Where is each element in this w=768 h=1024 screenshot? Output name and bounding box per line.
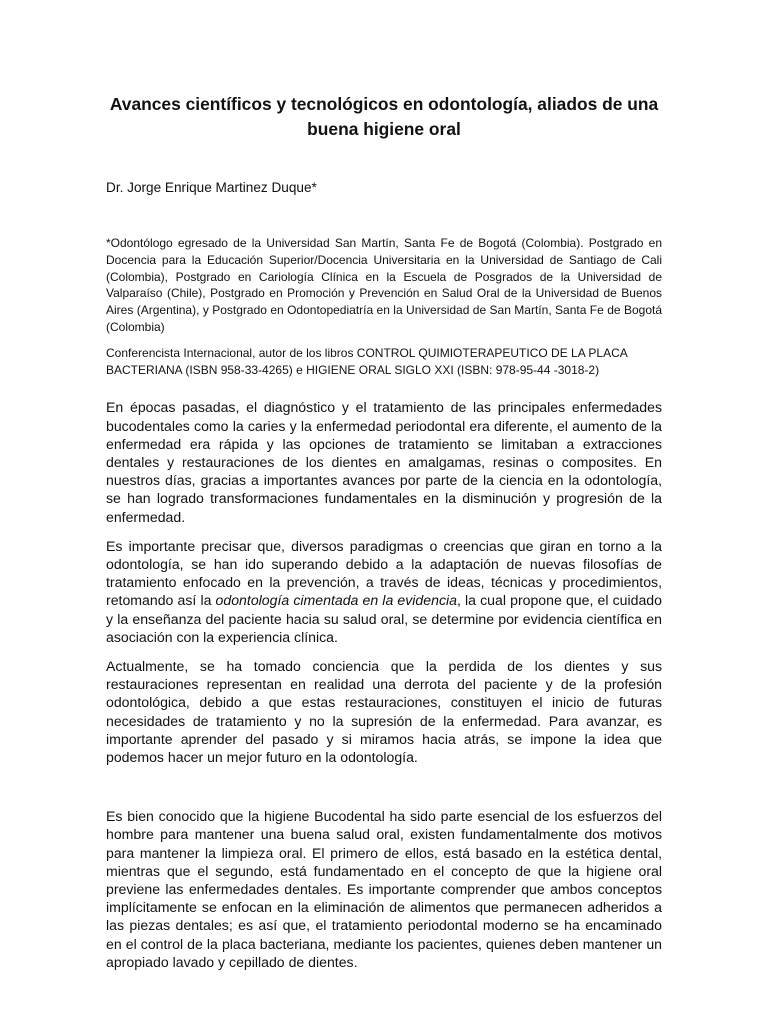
paragraph-2-text-start: Es importante precisar que, diversos paradigmas o creencias que giran en torno a la odontología, se han ido superando debido a la adaptación de nuevas filosofías de tratamiento enfocado en la prevención, a través de ideas, técnicas y procedimientos, retomando así la <box>106 537 662 609</box>
paragraph-2-emphasis: odontología cimentada en la evidencia <box>215 592 457 609</box>
document-title: Avances científicos y tecnológicos en odontología, aliados de una buena higiene oral <box>109 94 659 139</box>
body-paragraph-3: Actualmente, se ha tomado conciencia que la perdida de los dientes y sus restauraciones representan en realidad una derrota del paciente y de la profesión odontológica, debido a que estas restauraciones, constituyen el inicio de futuras necesidades de tratamiento y no la supresión de la enfermedad. Para avanzar, es importante aprender del pasado y si miramos hacia atrás, se impone la idea que podemos hacer un mejor futuro en la odontología. <box>106 658 662 766</box>
body-paragraph-4: Es bien conocido que la higiene Bucodental ha sido parte esencial de los esfuerzos del hombre para mantener una buena salud oral, existen fundamentalmente dos motivos para mantener la limpieza oral. El primero de ellos, está basado en la estética dental, mientras que el segundo, está fundamentado en el concepto de que la higiene oral previene las enfermedades dentales. Es importante comprender que ambos conceptos implícitamente se enfocan en la eliminación de alimentos que permanecen adheridos a las piezas dentales; es así que, el tratamiento periodontal moderno se ha encaminado en el control de la placa bacteriana, mediante los pacientes, quienes deben mantener un apropiado lavado y cepillado de dientes. <box>106 808 662 970</box>
paragraph-2-text-end: , la cual propone que, el cuidado y la enseñanza del paciente hacia su salud oral, se determine por evidencia científica en asociación con la experiencia clínica. <box>106 592 662 645</box>
body-paragraph-2 <box>106 537 662 646</box>
author-publications: Conferencista Internacional, autor de los libros CONTROL QUIMIOTERAPEUTICO DE LA PLACA BACTERIANA (ISBN 958-33-4265) e HIGIENE ORAL SIGLO XXI (ISBN: 978-95-44 -3018-2) <box>106 345 628 377</box>
body-paragraph-1: En épocas pasadas, el diagnóstico y el tratamiento de las principales enfermedades bucodentales como la caries y la enfermedad periodontal era diferente, el aumento de la enfermedad era rápida y las opciones de tratamiento se limitaban a extracciones dentales y restauraciones de los dientes en amalgamas, resinas o composites. En nuestros días, gracias a importantes avances por parte de la ciencia en la odontología, se han logrado transformaciones fundamentales en la disminución y progresión de la enfermedad. <box>106 399 662 525</box>
author-name: Dr. Jorge Enrique Martinez Duque* <box>106 180 317 195</box>
author-affiliation: *Odontólogo egresado de la Universidad San Martín, Santa Fe de Bogotá (Colombia). Postgrado en Docencia para la Educación Superior/Docencia Universitaria en la Universidad de Santiago de Cali (Colombia), Postgrado en Cariología Clínica en la Escuela de Posgrados de la Universidad de Valparaíso (Chile), Postgrado en Promoción y Prevención en Salud Oral de la Universidad de Buenos Aires (Argentina), y Postgrado en Odontopediatría en la Universidad de San Martín, Santa Fe de Bogotá (Colombia) <box>106 236 662 334</box>
